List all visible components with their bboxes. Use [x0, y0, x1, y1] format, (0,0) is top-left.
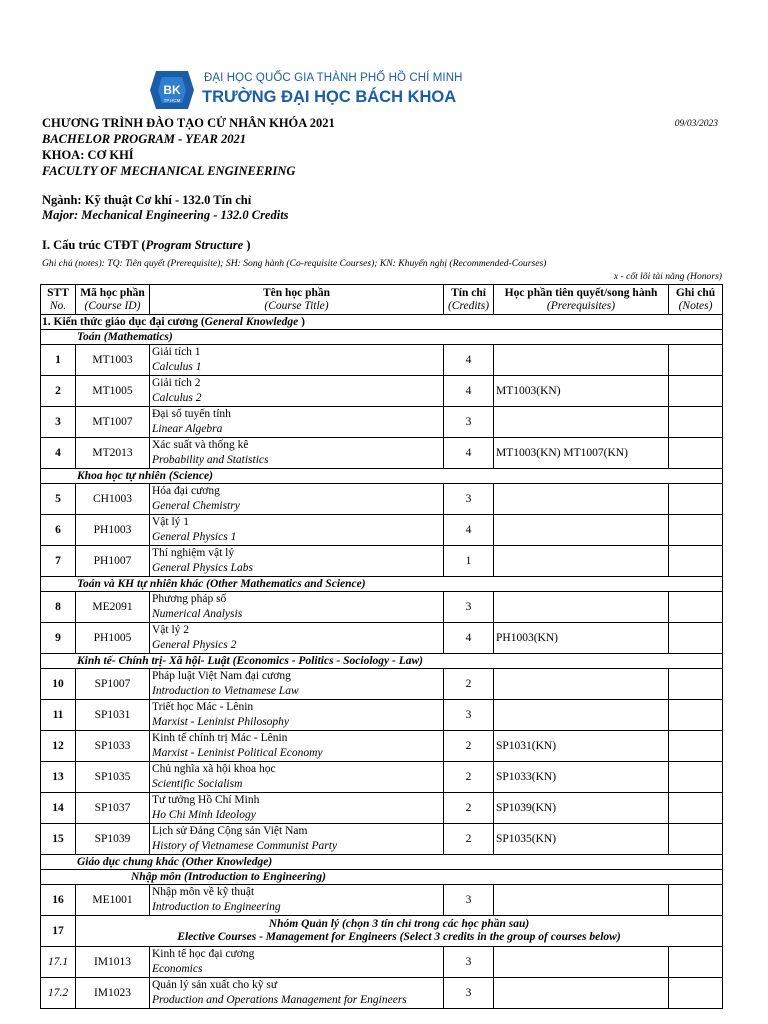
course-id: SP1007 [76, 669, 150, 700]
elective-no: 17 [41, 916, 76, 947]
course-prerequisites: SP1033(KN) [494, 762, 669, 793]
course-prerequisites [494, 669, 669, 700]
course-title [150, 484, 444, 515]
major-vn: Ngành: Kỹ thuật Cơ khí - 132.0 Tín chỉ [42, 193, 252, 207]
course-credits: 3 [444, 484, 494, 515]
course-credits: 1 [444, 546, 494, 577]
course-title-vn: Đại số tuyến tính [152, 408, 231, 420]
course-title [150, 947, 444, 978]
section-row [41, 315, 723, 330]
course-title-vn: Hóa đại cương [152, 485, 220, 497]
course-credits: 4 [444, 623, 494, 654]
course-id: SP1035 [76, 762, 150, 793]
course-title-en: Calculus 2 [152, 392, 202, 404]
col-header-title: Tên học phần (Course Title) [150, 285, 444, 315]
course-prerequisites: SP1035(KN) [494, 824, 669, 855]
course-notes [669, 623, 723, 654]
course-id: PH1005 [76, 623, 150, 654]
course-notes [669, 824, 723, 855]
course-prerequisites [494, 515, 669, 546]
course-no: 4 [41, 438, 76, 469]
school-name: TRƯỜNG ĐẠI HỌC BÁCH KHOA [202, 88, 457, 106]
course-credits: 3 [444, 947, 494, 978]
group-math: Toán (Mathematics) [41, 330, 723, 345]
university-logo [148, 69, 196, 111]
course-no: 6 [41, 515, 76, 546]
course-credits: 2 [444, 669, 494, 700]
course-title [150, 376, 444, 407]
col-header-prerequisites: Học phần tiên quyết/song hành (Prerequisites) [494, 285, 669, 315]
course-title-vn: Kinh tế chính trị Mác - Lênin [152, 732, 288, 744]
course-credits: 4 [444, 515, 494, 546]
course-title [150, 793, 444, 824]
course-title-vn: Vật lý 1 [152, 516, 190, 528]
course-title-vn: Pháp luật Việt Nam đại cương [152, 670, 291, 682]
structure-title: I. Cấu trúc CTĐT (Program Structure ) [42, 238, 251, 252]
course-credits: 2 [444, 824, 494, 855]
course-notes [669, 546, 723, 577]
table-row [41, 947, 723, 978]
group-intro-engineering: Nhập môn (Introduction to Engineering) [41, 870, 723, 885]
course-id: IM1013 [76, 947, 150, 978]
major-en: Major: Mechanical Engineering - 132.0 Credits [42, 208, 289, 222]
elective-group-row [41, 916, 723, 947]
course-notes [669, 345, 723, 376]
col-header-credits: Tín chỉ (Credits) [444, 285, 494, 315]
course-title-vn: Phương pháp số [152, 593, 227, 605]
course-title-en: Linear Algebra [152, 423, 223, 435]
course-title-en: Marxist - Leninist Philosophy [152, 716, 290, 728]
course-id: PH1007 [76, 546, 150, 577]
course-title-en: Numerical Analysis [152, 608, 243, 620]
course-title-en: History of Vietnamese Communist Party [152, 840, 338, 852]
table-row [41, 669, 723, 700]
course-prerequisites: SP1039(KN) [494, 793, 669, 824]
table-row [41, 546, 723, 577]
course-title-vn: Quản lý sản xuất cho kỹ sư [152, 979, 278, 991]
course-id: MT1003 [76, 345, 150, 376]
course-title-en: Economics [152, 963, 203, 975]
course-credits: 4 [444, 376, 494, 407]
table-row [41, 376, 723, 407]
course-no: 17.1 [41, 947, 76, 978]
course-title-vn: Nhập môn về kỹ thuật [152, 886, 255, 898]
course-no: 9 [41, 623, 76, 654]
group-row [41, 577, 723, 592]
course-title [150, 669, 444, 700]
course-title [150, 824, 444, 855]
course-title-en: General Chemistry [152, 500, 240, 512]
logo-subtext: TP.HCM [163, 98, 181, 103]
course-title [150, 515, 444, 546]
course-no: 15 [41, 824, 76, 855]
course-prerequisites: PH1003(KN) [494, 623, 669, 654]
document-date: 09/03/2023 [674, 119, 718, 129]
course-id: SP1033 [76, 731, 150, 762]
course-prerequisites [494, 947, 669, 978]
course-title-vn: Lịch sử Đảng Cộng sản Việt Nam [152, 825, 308, 837]
course-title-vn: Xác suất và thống kê [152, 439, 249, 451]
course-credits: 2 [444, 731, 494, 762]
group-row [41, 469, 723, 484]
col-header-notes: Ghi chú (Notes) [669, 285, 723, 315]
course-prerequisites [494, 978, 669, 1009]
course-prerequisites [494, 885, 669, 916]
table-row [41, 345, 723, 376]
group-social: Kinh tế- Chính trị- Xã hội- Luật (Economics - Politics - Sociology - Law) [41, 654, 723, 669]
program-title-vn: CHƯƠNG TRÌNH ĐÀO TẠO CỬ NHÂN KHÓA 2021 [42, 116, 335, 130]
course-title [150, 407, 444, 438]
course-prerequisites [494, 700, 669, 731]
table-row [41, 978, 723, 1009]
course-credits: 3 [444, 978, 494, 1009]
course-title-vn: Chủ nghĩa xã hội khoa học [152, 763, 276, 775]
table-row [41, 484, 723, 515]
table-row [41, 623, 723, 654]
group-row [41, 654, 723, 669]
abbreviation-notes: Ghi chú (notes): TQ: Tiên quyết (Prerequisite); SH: Song hành (Co-requisite Courses); KN: Khuyến nghị (Recommended-Courses) [42, 258, 547, 269]
course-title-en: Introduction to Vietnamese Law [152, 685, 299, 697]
course-notes [669, 885, 723, 916]
faculty-vn: KHOA: CƠ KHÍ [42, 148, 134, 162]
course-title-en: General Physics Labs [152, 562, 253, 574]
course-title [150, 623, 444, 654]
col-header-no: STT No. [41, 285, 76, 315]
course-title-en: Introduction to Engineering [152, 901, 281, 913]
university-line: ĐẠI HỌC QUỐC GIA THÀNH PHỐ HỒ CHÍ MINH [204, 72, 463, 84]
course-prerequisites: MT1003(KN) MT1007(KN) [494, 438, 669, 469]
table-row [41, 885, 723, 916]
table-row [41, 731, 723, 762]
course-title [150, 731, 444, 762]
course-credits: 4 [444, 438, 494, 469]
table-row [41, 700, 723, 731]
course-prerequisites [494, 592, 669, 623]
course-notes [669, 438, 723, 469]
logo-text: BK [163, 83, 181, 97]
course-title-vn: Giải tích 2 [152, 377, 201, 389]
course-notes [669, 669, 723, 700]
course-notes [669, 731, 723, 762]
course-notes [669, 376, 723, 407]
group-row [41, 330, 723, 345]
course-title-en: Scientific Socialism [152, 778, 243, 790]
course-id: MT1007 [76, 407, 150, 438]
course-id: ME2091 [76, 592, 150, 623]
course-id: SP1039 [76, 824, 150, 855]
course-credits: 2 [444, 793, 494, 824]
course-notes [669, 592, 723, 623]
course-title-vn: Kinh tế học đại cương [152, 948, 255, 960]
course-notes [669, 484, 723, 515]
program-title-en: BACHELOR PROGRAM - YEAR 2021 [42, 132, 246, 146]
course-notes [669, 515, 723, 546]
course-prerequisites [494, 546, 669, 577]
course-id: MT2013 [76, 438, 150, 469]
course-notes [669, 700, 723, 731]
course-notes [669, 762, 723, 793]
course-title-en: Calculus 1 [152, 361, 202, 373]
course-no: 3 [41, 407, 76, 438]
course-credits: 3 [444, 592, 494, 623]
course-notes [669, 793, 723, 824]
course-credits: 4 [444, 345, 494, 376]
course-id: MT1005 [76, 376, 150, 407]
course-title-en: Probability and Statistics [152, 454, 269, 466]
course-prerequisites: MT1003(KN) [494, 376, 669, 407]
course-no: 13 [41, 762, 76, 793]
course-title [150, 592, 444, 623]
table-row [41, 824, 723, 855]
course-id: ME1001 [76, 885, 150, 916]
course-prerequisites [494, 484, 669, 515]
elective-title: Nhóm Quản lý (chọn 3 tín chỉ trong các học phần sau) Elective Courses - Management for Engineers (Select 3 credits in the group of courses below) [76, 916, 723, 947]
course-title [150, 345, 444, 376]
course-title-vn: Giải tích 1 [152, 346, 201, 358]
course-credits: 3 [444, 885, 494, 916]
group-other-knowledge: Giáo dục chung khác (Other Knowledge) [41, 855, 723, 870]
course-no: 10 [41, 669, 76, 700]
course-credits: 2 [444, 762, 494, 793]
course-id: SP1037 [76, 793, 150, 824]
table-row [41, 592, 723, 623]
table-row [41, 515, 723, 546]
course-no: 11 [41, 700, 76, 731]
course-title-vn: Vật lý 2 [152, 624, 190, 636]
course-no: 17.2 [41, 978, 76, 1009]
course-no: 16 [41, 885, 76, 916]
course-title-vn: Thí nghiệm vật lý [152, 547, 235, 559]
course-title [150, 546, 444, 577]
course-title [150, 978, 444, 1009]
table-row [41, 438, 723, 469]
course-no: 5 [41, 484, 76, 515]
course-title-en: Ho Chi Minh Ideology [152, 809, 256, 821]
course-credits: 3 [444, 700, 494, 731]
course-notes [669, 978, 723, 1009]
course-credits: 3 [444, 407, 494, 438]
course-prerequisites: SP1031(KN) [494, 731, 669, 762]
course-title-en: General Physics 1 [152, 531, 237, 543]
course-prerequisites [494, 407, 669, 438]
course-no: 14 [41, 793, 76, 824]
course-id: IM1023 [76, 978, 150, 1009]
course-title [150, 700, 444, 731]
faculty-en: FACULTY OF MECHANICAL ENGINEERING [42, 164, 296, 178]
course-title-en: Production and Operations Management for Engineers [152, 994, 407, 1006]
honors-note: x - cốt lõi tài năng (Honors) [613, 271, 722, 282]
course-notes [669, 407, 723, 438]
course-no: 2 [41, 376, 76, 407]
course-prerequisites [494, 345, 669, 376]
course-title-vn: Triết học Mác - Lênin [152, 701, 254, 713]
course-table [40, 284, 723, 1009]
course-no: 7 [41, 546, 76, 577]
group-row [41, 855, 723, 870]
table-row [41, 407, 723, 438]
group-row [41, 870, 723, 885]
group-other-math: Toán và KH tự nhiên khác (Other Mathematics and Science) [41, 577, 723, 592]
course-id: CH1003 [76, 484, 150, 515]
section-general-knowledge: 1. Kiến thức giáo dục đại cương (General Knowledge ) [41, 315, 723, 330]
course-id: SP1031 [76, 700, 150, 731]
course-title [150, 438, 444, 469]
table-row [41, 793, 723, 824]
col-header-id: Mã học phần (Course ID) [76, 285, 150, 315]
course-no: 8 [41, 592, 76, 623]
group-science: Khoa học tự nhiên (Science) [41, 469, 723, 484]
course-notes [669, 947, 723, 978]
course-title [150, 885, 444, 916]
course-title-en: General Physics 2 [152, 639, 237, 651]
course-no: 12 [41, 731, 76, 762]
course-title-vn: Tư tưởng Hồ Chí Minh [152, 794, 260, 806]
course-title-en: Marxist - Leninist Political Economy [152, 747, 323, 759]
table-header [41, 285, 723, 315]
course-title [150, 762, 444, 793]
course-id: PH1003 [76, 515, 150, 546]
course-no: 1 [41, 345, 76, 376]
table-row [41, 762, 723, 793]
